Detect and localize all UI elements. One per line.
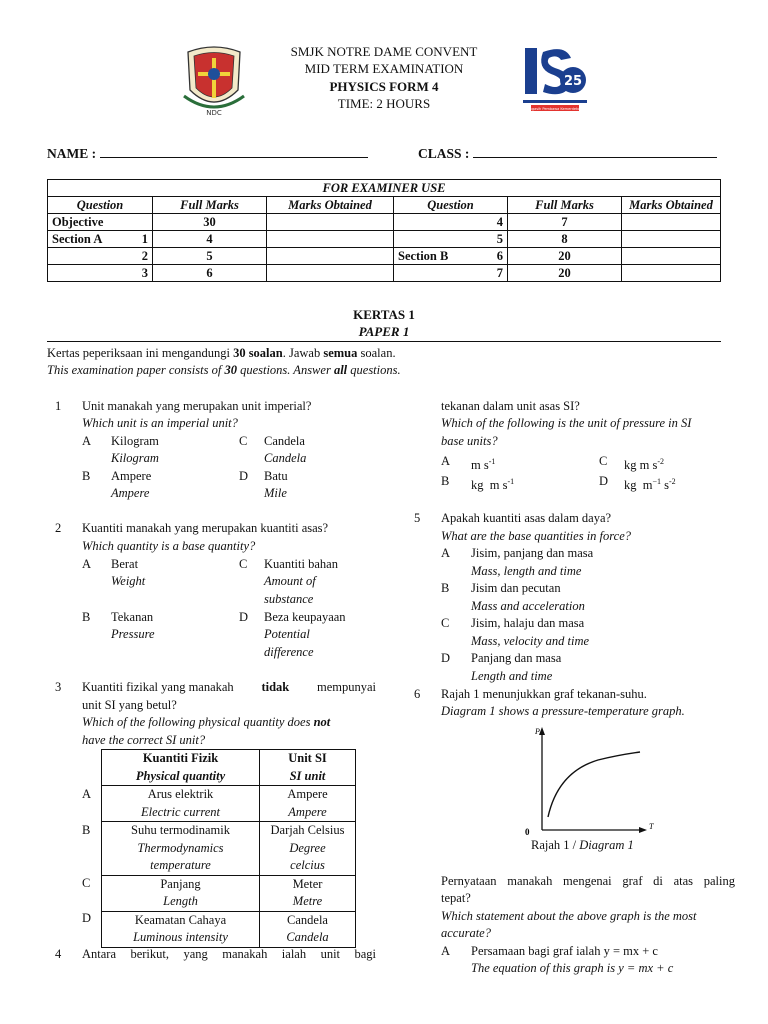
option-key[interactable]: C [239, 434, 248, 448]
origin-label: 0 [525, 827, 530, 837]
option-text-ms: Persamaan bagi graf ialah y = mx + c [471, 944, 658, 958]
question-text-ms: Kuantiti fizikal yang manakah tidak mempunyai [82, 680, 376, 694]
row-question: 3 [48, 265, 153, 282]
col-unit: Unit SI SI unit [260, 750, 356, 786]
option-text-ms: Jisim, panjang dan masa [471, 546, 594, 560]
option-text-ms: Ampere [111, 469, 152, 483]
statement-text-en: Which statement about the above graph is the most [441, 909, 697, 923]
name-blank[interactable] [100, 144, 368, 158]
col-marks-obtained: Marks Obtained [622, 197, 721, 214]
pressure-temperature-graph [518, 722, 658, 840]
paper-title-ms: KERTAS 1 [353, 307, 415, 322]
table-row [48, 265, 721, 282]
row-full-marks: 20 [508, 248, 622, 265]
option-unit: m $s^{-1}$ [471, 457, 496, 473]
marks-obtained-cell[interactable] [622, 231, 721, 248]
option-text-ms: Jisim, halaju dan masa [471, 616, 585, 630]
unit-cell: Darjah Celsius Degree celcius [260, 822, 356, 876]
class-label: CLASS : [418, 146, 470, 161]
crest-text: NDC [206, 109, 222, 117]
option-key[interactable]: C [239, 557, 248, 571]
row-question: Section A 1 [48, 231, 153, 248]
option-text-en: Pressure [111, 627, 155, 641]
question-text-ms: Apakah kuantiti asas dalam daya? [441, 511, 612, 525]
table-row [48, 231, 721, 248]
marks-obtained-cell[interactable] [267, 248, 394, 265]
marks-obtained-cell[interactable] [267, 231, 394, 248]
y-axis-label: P [535, 727, 540, 736]
question-text-en: Which quantity is a base quantity? [82, 539, 256, 553]
option-text-en: Mass and acceleration [471, 599, 585, 613]
quantity-cell: Keamatan Cahaya Luminous intensity [102, 911, 260, 947]
paper-title-en: PAPER 1 [358, 324, 410, 339]
option-key[interactable]: B [82, 610, 91, 624]
quantity-cell: Panjang Length [102, 875, 260, 911]
row-question: 2 [48, 248, 153, 265]
logo-number: 25 [563, 74, 583, 89]
table-row [102, 822, 356, 876]
question-number: 2 [55, 521, 62, 535]
unit-cell: Candela Candela [260, 911, 356, 947]
col-question: Question [48, 197, 153, 214]
option-text-en: Candela [264, 451, 307, 465]
option-key[interactable]: D [599, 474, 609, 488]
row-full-marks: 7 [508, 214, 622, 231]
option-text-ms: Candela [264, 434, 305, 448]
table-row [48, 248, 721, 265]
marks-obtained-cell[interactable] [622, 265, 721, 282]
option-key[interactable]: A [441, 454, 451, 468]
option-key[interactable]: D [441, 651, 451, 665]
marks-obtained-cell[interactable] [622, 248, 721, 265]
option-key[interactable]: C [599, 454, 608, 468]
option-text-en: Weight [111, 574, 146, 588]
class-blank[interactable] [473, 144, 717, 158]
question-text-ms: tekanan dalam unit asas SI? [441, 399, 580, 413]
option-text-en: The equation of this graph is y = mx + c [471, 961, 674, 975]
examiner-table [47, 179, 721, 282]
option-text-en: Mass, length and time [471, 564, 582, 578]
y-axis-arrow-icon [539, 727, 545, 735]
col-question: Question [394, 197, 508, 214]
option-text-en: Length and time [471, 669, 553, 683]
question-number: 6 [414, 687, 421, 701]
table-row [102, 786, 356, 822]
marks-obtained-cell[interactable] [622, 214, 721, 231]
quantity-cell: Arus elektrik Electric current [102, 786, 260, 822]
option-key[interactable]: B [82, 469, 91, 483]
option-key[interactable]: B [82, 823, 91, 837]
row-question: 7 [394, 265, 508, 282]
graph-curve [548, 752, 640, 817]
question-text-ms: Kuantiti manakah yang merupakan kuantiti asas? [82, 521, 329, 535]
option-key[interactable]: D [82, 911, 92, 925]
exam-title: MID TERM EXAMINATION [304, 61, 464, 76]
option-key[interactable]: C [441, 616, 450, 630]
row-full-marks: 8 [508, 231, 622, 248]
marks-obtained-cell[interactable] [267, 265, 394, 282]
row-full-marks: 4 [153, 231, 267, 248]
question-text-ms: Unit manakah yang merupakan unit imperial? [82, 399, 312, 413]
option-text-en: Kilogram [111, 451, 159, 465]
row-question: 4 [394, 214, 508, 231]
row-full-marks: 20 [508, 265, 622, 282]
unit-cell: Meter Metre [260, 875, 356, 911]
row-question: Objective [48, 214, 153, 231]
option-text-ms: Panjang dan masa [471, 651, 562, 665]
option-key[interactable]: B [441, 581, 450, 595]
divider [47, 341, 721, 342]
option-text-ms: Beza keupayaan [264, 610, 346, 624]
option-unit: kg $m^{-1}$ $s^{-2}$ [624, 477, 676, 493]
table-row [48, 214, 721, 231]
option-text-ms: Kuantiti bahan [264, 557, 338, 571]
quantity-cell: Suhu termodinamik Thermodynamics temperature [102, 822, 260, 876]
diagram-caption: Rajah 1 / Diagram 1 [531, 838, 634, 852]
option-text-en: Amount of [264, 574, 316, 588]
question-text-ms: Rajah 1 menunjukkan graf tekanan-suhu. [441, 687, 647, 701]
option-key[interactable]: A [441, 944, 451, 958]
question-number: 5 [414, 511, 421, 525]
table-row [102, 911, 356, 947]
marks-obtained-cell[interactable] [267, 214, 394, 231]
question-text-en: have the correct SI unit? [82, 733, 206, 747]
unit-cell: Ampere Ampere [260, 786, 356, 822]
subject-title: PHYSICS FORM 4 [329, 79, 439, 94]
question-text-en: base units? [441, 434, 498, 448]
option-text-en: difference [264, 645, 314, 659]
option-text-ms: Jisim dan pecutan [471, 581, 561, 595]
instructions-ms: Kertas peperiksaan ini mengandungi 30 soalan. Jawab semua soalan. [47, 346, 396, 360]
examiner-title: FOR EXAMINER USE [48, 180, 721, 197]
question-text-ms: unit SI yang betul? [82, 698, 177, 712]
option-text-en: Mile [264, 486, 287, 500]
col-quantity: Kuantiti Fizik Physical quantity [102, 750, 260, 786]
question-text-en: Diagram 1 shows a pressure-temperature graph. [441, 704, 685, 718]
col-full-marks: Full Marks [153, 197, 267, 214]
question-text-en: Which of the following is the unit of pressure in SI [441, 416, 692, 430]
option-key[interactable]: D [239, 610, 249, 624]
col-marks-obtained: Marks Obtained [267, 197, 394, 214]
name-field[interactable] [47, 144, 368, 162]
option-text-ms: Batu [264, 469, 288, 483]
question-number: 3 [55, 680, 62, 694]
row-question: Section B 6 [394, 248, 508, 265]
si-unit-table [101, 749, 356, 948]
logo-caption: Pengasih Pembawa Kemerdekaan [525, 107, 585, 111]
question-number: 4 [55, 947, 62, 961]
option-key[interactable]: A [441, 546, 451, 560]
statement-text-ms: Pernyataan manakah mengenai graf di atas paling [441, 874, 735, 888]
option-key[interactable]: B [441, 474, 450, 488]
option-text-en: Potential [264, 627, 310, 641]
row-full-marks: 30 [153, 214, 267, 231]
option-text-ms: Tekanan [111, 610, 154, 624]
option-key[interactable]: C [82, 876, 91, 890]
option-key[interactable]: A [82, 434, 92, 448]
name-label: NAME : [47, 146, 97, 161]
option-key[interactable]: A [82, 557, 92, 571]
question-text-ms: Antara berikut, yang manakah ialah unit bagi [82, 947, 376, 961]
row-full-marks: 6 [153, 265, 267, 282]
statement-text-ms: tepat? [441, 891, 471, 905]
row-full-marks: 5 [153, 248, 267, 265]
instructions-en: This examination paper consists of 30 questions. Answer all questions. [47, 363, 401, 377]
question-text-en: Which unit is an imperial unit? [82, 416, 238, 430]
option-key[interactable]: A [82, 787, 92, 801]
col-full-marks: Full Marks [508, 197, 622, 214]
question-text-en: Which of the following physical quantity does not [82, 715, 331, 729]
question-text-en: What are the base quantities in force? [441, 529, 632, 543]
statement-text-en: accurate? [441, 926, 491, 940]
x-axis-arrow-icon [639, 827, 647, 833]
table-row [102, 875, 356, 911]
row-question: 5 [394, 231, 508, 248]
option-text-en: substance [264, 592, 314, 606]
option-text-ms: Berat [111, 557, 139, 571]
option-unit: kg m $s^{-1}$ [471, 477, 515, 493]
class-field[interactable] [418, 144, 717, 162]
school-name: SMJK NOTRE DAME CONVENT [290, 44, 478, 59]
question-number: 1 [55, 399, 62, 413]
exam-time: TIME: 2 HOURS [337, 96, 431, 111]
option-text-en: Mass, velocity and time [471, 634, 590, 648]
option-text-en: Ampere [111, 486, 150, 500]
x-axis-label: T [649, 822, 654, 831]
option-key[interactable]: D [239, 469, 249, 483]
option-unit: kg m $s^{-2}$ [624, 457, 665, 473]
option-text-ms: Kilogram [111, 434, 159, 448]
